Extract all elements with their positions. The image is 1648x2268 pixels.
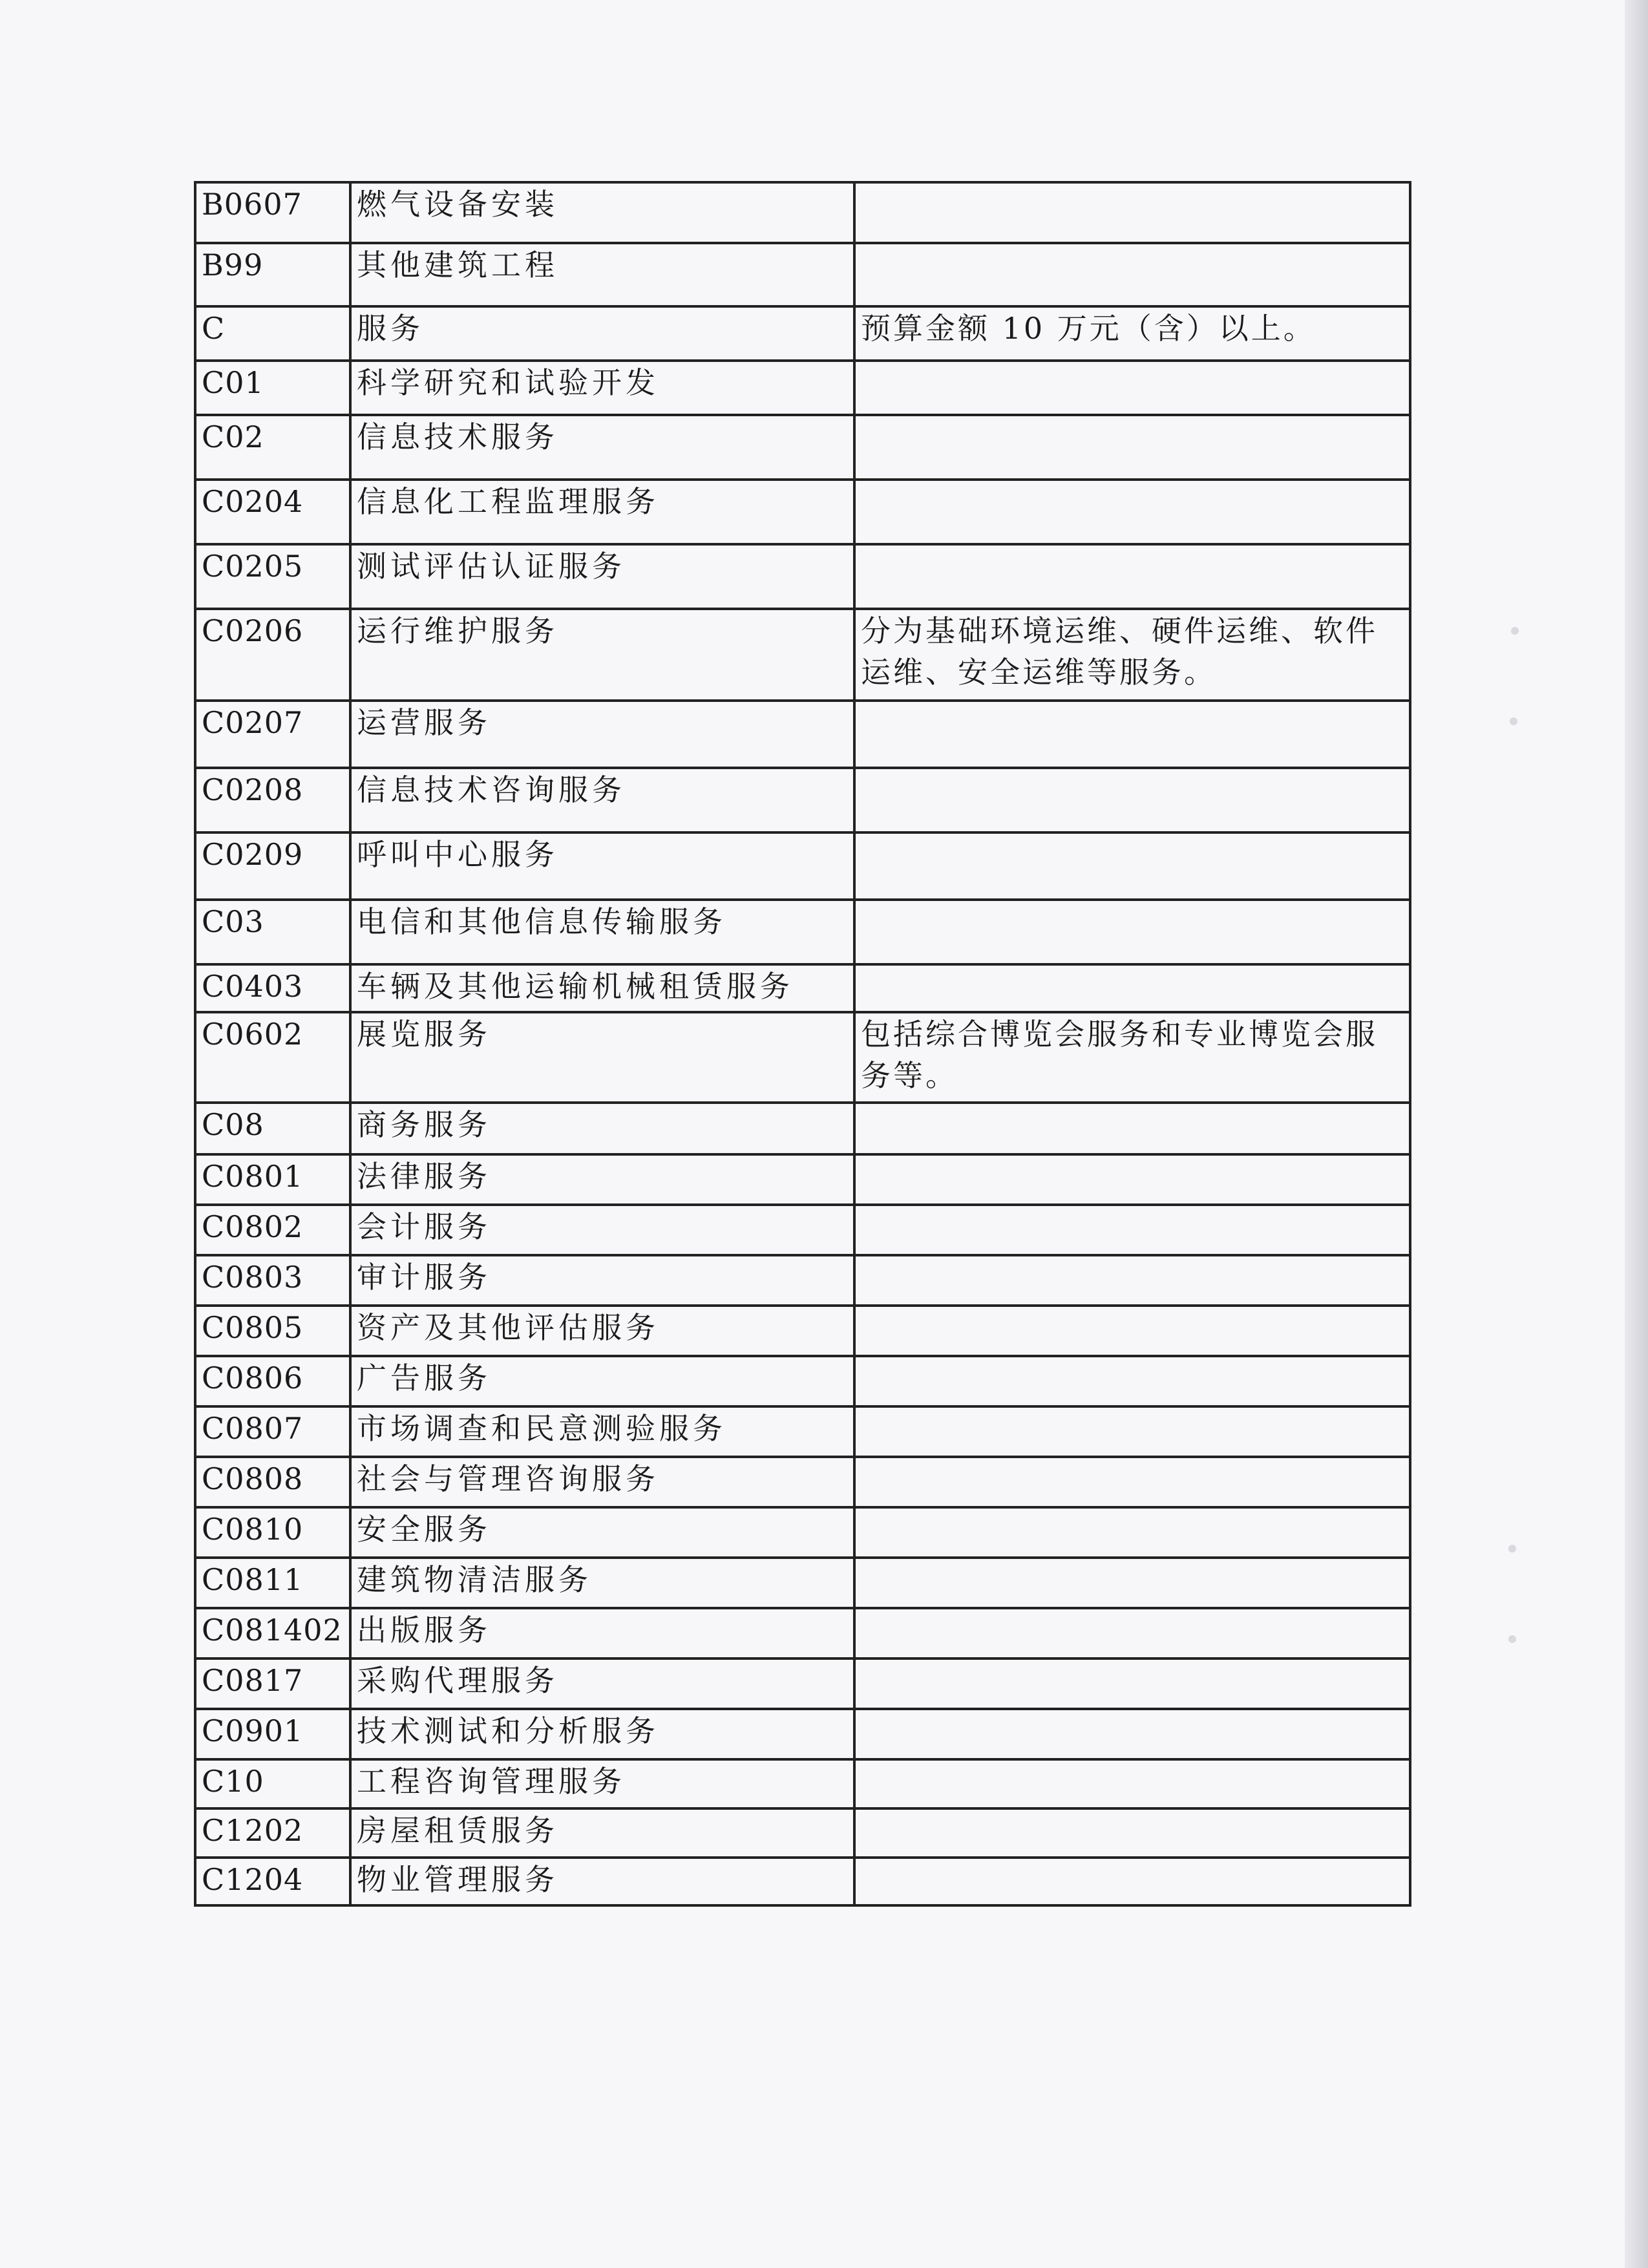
item-note-cell (854, 1507, 1410, 1558)
item-name-cell: 信息技术咨询服务 (350, 768, 854, 832)
item-code-cell: C0810 (195, 1507, 350, 1558)
item-code-cell: C10 (195, 1759, 350, 1808)
item-note-cell (854, 1558, 1410, 1608)
item-code-cell: C0817 (195, 1659, 350, 1709)
item-note-cell (854, 768, 1410, 832)
item-note-cell (854, 964, 1410, 1012)
table-row (195, 1808, 1410, 1858)
item-name-cell: 呼叫中心服务 (350, 832, 854, 900)
table-row (195, 1709, 1410, 1759)
item-code-cell: B99 (195, 243, 350, 306)
item-name-cell: 技术测试和分析服务 (350, 1709, 854, 1759)
punch-hole-mark (1511, 627, 1519, 635)
item-code-cell: C (195, 306, 350, 361)
item-name-cell: 广告服务 (350, 1356, 854, 1406)
item-name-cell: 测试评估认证服务 (350, 544, 854, 609)
item-code-cell: C0801 (195, 1154, 350, 1205)
item-code-cell: C0802 (195, 1205, 350, 1255)
item-code-cell: C0208 (195, 768, 350, 832)
catalog-table-body (195, 182, 1410, 1905)
item-name-cell: 市场调查和民意测验服务 (350, 1406, 854, 1457)
item-name-cell: 社会与管理咨询服务 (350, 1457, 854, 1507)
item-code-cell: C02 (195, 415, 350, 480)
item-code-cell: C1202 (195, 1808, 350, 1858)
punch-hole-mark (1508, 1545, 1516, 1553)
table-row (195, 900, 1410, 964)
item-note-cell (854, 480, 1410, 544)
item-code-cell: C08 (195, 1103, 350, 1154)
item-note-cell (854, 544, 1410, 609)
item-note-cell (854, 1406, 1410, 1457)
table-row (195, 701, 1410, 768)
item-code-cell: C0209 (195, 832, 350, 900)
item-name-cell: 会计服务 (350, 1205, 854, 1255)
item-code-cell: C03 (195, 900, 350, 964)
table-row (195, 1659, 1410, 1709)
table-row (195, 832, 1410, 900)
table-row (195, 964, 1410, 1012)
item-name-cell: 审计服务 (350, 1255, 854, 1306)
punch-hole-mark (1508, 1635, 1516, 1643)
item-name-cell: 出版服务 (350, 1608, 854, 1659)
item-note-cell (854, 1608, 1410, 1659)
item-code-cell: C0811 (195, 1558, 350, 1608)
table-row (195, 1759, 1410, 1808)
item-note-cell (854, 1808, 1410, 1858)
item-note-cell: 预算金额 10 万元（含）以上。 (854, 306, 1410, 361)
item-note-cell (854, 1154, 1410, 1205)
item-name-cell: 展览服务 (350, 1012, 854, 1103)
table-row (195, 1306, 1410, 1356)
item-name-cell: 信息技术服务 (350, 415, 854, 480)
item-code-cell: C0807 (195, 1406, 350, 1457)
table-row (195, 1608, 1410, 1659)
item-note-cell (854, 1858, 1410, 1905)
item-name-cell: 信息化工程监理服务 (350, 480, 854, 544)
table-row (195, 1457, 1410, 1507)
item-code-cell: C0205 (195, 544, 350, 609)
item-code-cell: C0403 (195, 964, 350, 1012)
item-name-cell: 燃气设备安装 (350, 182, 854, 243)
item-name-cell: 采购代理服务 (350, 1659, 854, 1709)
item-name-cell: 物业管理服务 (350, 1858, 854, 1905)
item-name-cell: 科学研究和试验开发 (350, 361, 854, 415)
item-note-cell (854, 1255, 1410, 1306)
table-row (195, 1103, 1410, 1154)
item-note-cell (854, 182, 1410, 243)
punch-hole-mark (1510, 717, 1517, 725)
item-note-cell (854, 1457, 1410, 1507)
item-code-cell: C0207 (195, 701, 350, 768)
table-row (195, 768, 1410, 832)
table-row (195, 1858, 1410, 1905)
item-note-cell (854, 1759, 1410, 1808)
item-code-cell: C1204 (195, 1858, 350, 1905)
item-name-cell: 电信和其他信息传输服务 (350, 900, 854, 964)
item-note-cell: 包括综合博览会服务和专业博览会服务等。 (854, 1012, 1410, 1103)
table-row (195, 1558, 1410, 1608)
item-code-cell: B0607 (195, 182, 350, 243)
item-note-cell (854, 361, 1410, 415)
item-name-cell: 车辆及其他运输机械租赁服务 (350, 964, 854, 1012)
item-note-cell (854, 1205, 1410, 1255)
page-edge (1625, 0, 1648, 2268)
item-note-cell (854, 1356, 1410, 1406)
table-row (195, 361, 1410, 415)
item-code-cell: C0808 (195, 1457, 350, 1507)
table-row (195, 1154, 1410, 1205)
item-name-cell: 运营服务 (350, 701, 854, 768)
item-note-cell (854, 701, 1410, 768)
item-name-cell: 资产及其他评估服务 (350, 1306, 854, 1356)
item-name-cell: 工程咨询管理服务 (350, 1759, 854, 1808)
procurement-catalog-table (194, 181, 1411, 1907)
item-name-cell: 法律服务 (350, 1154, 854, 1205)
item-code-cell: C081402 (195, 1608, 350, 1659)
table-row (195, 1012, 1410, 1103)
item-name-cell: 房屋租赁服务 (350, 1808, 854, 1858)
table-row (195, 1205, 1410, 1255)
table-row (195, 415, 1410, 480)
item-name-cell: 建筑物清洁服务 (350, 1558, 854, 1608)
table-row (195, 480, 1410, 544)
item-code-cell: C0803 (195, 1255, 350, 1306)
item-code-cell: C0206 (195, 609, 350, 701)
item-code-cell: C0805 (195, 1306, 350, 1356)
item-note-cell (854, 1103, 1410, 1154)
item-name-cell: 商务服务 (350, 1103, 854, 1154)
item-name-cell: 安全服务 (350, 1507, 854, 1558)
item-note-cell (854, 243, 1410, 306)
table-row (195, 243, 1410, 306)
table-row (195, 1356, 1410, 1406)
item-note-cell (854, 1659, 1410, 1709)
item-code-cell: C0602 (195, 1012, 350, 1103)
table-row (195, 1507, 1410, 1558)
item-name-cell: 其他建筑工程 (350, 243, 854, 306)
item-code-cell: C0901 (195, 1709, 350, 1759)
table-row (195, 306, 1410, 361)
item-note-cell (854, 900, 1410, 964)
table-row (195, 1255, 1410, 1306)
item-code-cell: C01 (195, 361, 350, 415)
item-note-cell (854, 1709, 1410, 1759)
item-name-cell: 服务 (350, 306, 854, 361)
item-code-cell: C0806 (195, 1356, 350, 1406)
table-row (195, 609, 1410, 701)
item-note-cell (854, 415, 1410, 480)
table-row (195, 1406, 1410, 1457)
item-note-cell (854, 832, 1410, 900)
item-code-cell: C0204 (195, 480, 350, 544)
table-row (195, 182, 1410, 243)
item-note-cell (854, 1306, 1410, 1356)
table-row (195, 544, 1410, 609)
item-note-cell: 分为基础环境运维、硬件运维、软件运维、安全运维等服务。 (854, 609, 1410, 701)
item-name-cell: 运行维护服务 (350, 609, 854, 701)
